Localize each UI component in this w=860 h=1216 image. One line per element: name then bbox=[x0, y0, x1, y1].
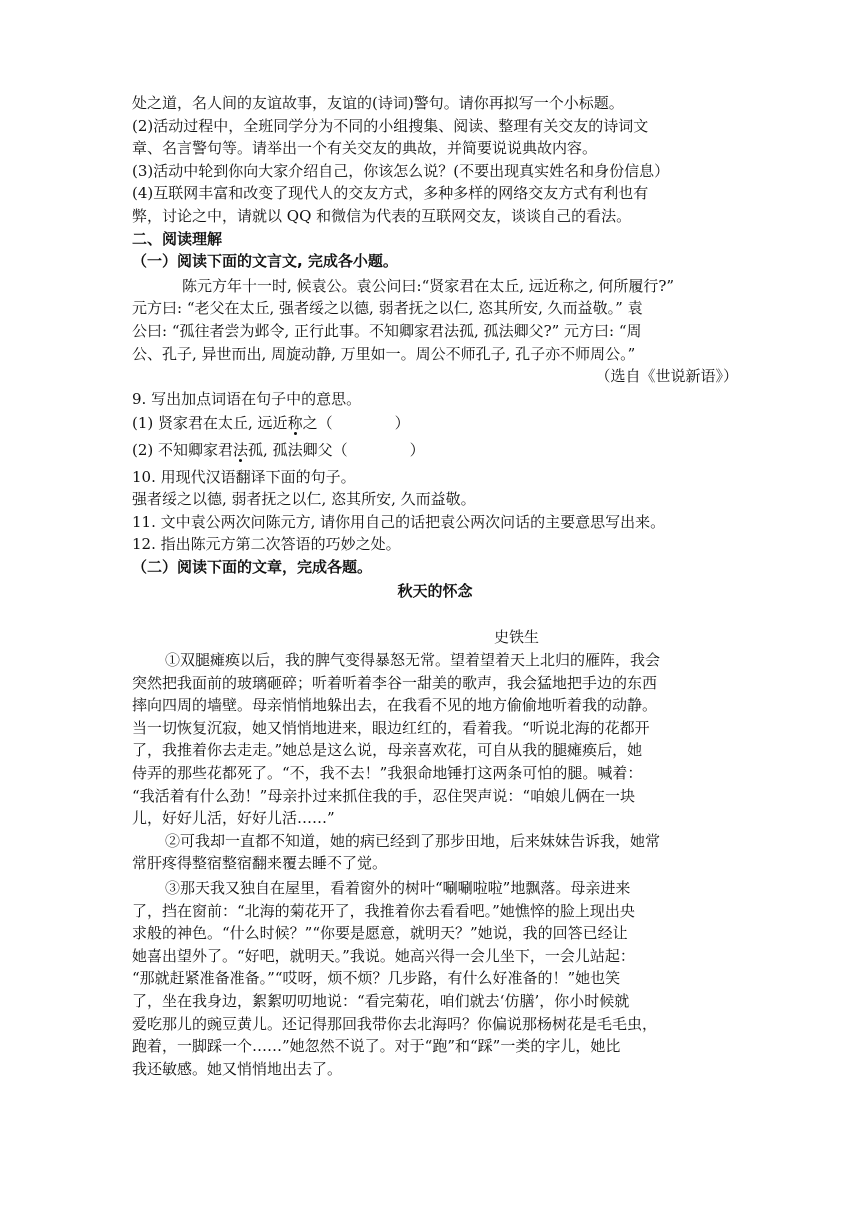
section-heading-reading: 二、阅读理解 bbox=[132, 229, 223, 248]
intro-line: 章、名言警句等。请举出一个有关交友的典故，并简要说说典故内容。 bbox=[132, 139, 598, 158]
paren-open: （ bbox=[317, 414, 333, 433]
paragraph-line: 了，我推着你去走走。”她总是这么说，母亲喜欢花，可自从我的腿瘫痪后，她 bbox=[132, 741, 643, 760]
q9-2-text: (2) 不知卿家君 bbox=[132, 440, 234, 459]
dotted-word: 称 bbox=[287, 414, 303, 433]
document-page bbox=[132, 92, 738, 1080]
classical-text bbox=[132, 275, 738, 388]
paragraph-line: “我活着有什么劲！”母亲扑过来抓住我的手，忍住哭声说：“咱娘儿俩在一块 bbox=[132, 786, 636, 805]
intro-line: (4)互联网丰富和改变了现代人的交友方式，多种多样的网络交友方式有利也有 bbox=[132, 184, 649, 203]
part2-heading: （二）阅读下面的文章，完成各题。 bbox=[132, 557, 373, 576]
paren-close: ） bbox=[394, 414, 410, 433]
paragraph-line: 跑着，一脚踩一个……”她忽然不说了。对于“跑”和“踩”一类的字儿，她比 bbox=[132, 1037, 621, 1056]
question-10: 10. 用现代汉语翻译下面的句子。 bbox=[132, 467, 356, 486]
question-10-sentence: 强者绥之以德, 弱者抚之以仁, 恣其所安, 久而益敬。 bbox=[132, 490, 476, 509]
paragraph-line: 我还敏感。她又悄悄地出去了。 bbox=[132, 1059, 343, 1078]
intro-line: (2)活动过程中，全班同学分为不同的小组搜集、阅读、整理有关交友的诗词文 bbox=[132, 116, 649, 135]
intro-line: 处之道，名人间的友谊故事，友谊的(诗词)警句。请你再拟写一个小标题。 bbox=[132, 94, 624, 112]
paragraph-line: 了，坐在我身边，絮絮叨叨地说：“看完菊花，咱们就去‘仿膳’，你小时候就 bbox=[132, 991, 630, 1010]
question-9-2 bbox=[132, 439, 738, 462]
classical-line: 陈元方年十一时, 候袁公。袁公问曰:“贤家君在太丘, 远近称之, 何所履行?” bbox=[182, 276, 675, 295]
paragraph-1 bbox=[132, 649, 738, 830]
paragraph-2 bbox=[132, 830, 738, 875]
paragraph-line: 摔向四周的墙壁。母亲悄悄地躲出去，在我看不见的地方偷偷地听着我的动静。 bbox=[132, 696, 658, 715]
source-note: （选自《世说新语》） bbox=[595, 367, 738, 386]
question-9: 9. 写出加点词语在句子中的意思。 bbox=[132, 389, 362, 408]
paragraph-line: 突然把我面前的玻璃砸碎；听着听着李谷一甜美的歌声，我会猛地把手边的东西 bbox=[132, 673, 658, 692]
paragraph-line: ①双腿瘫痪以后，我的脾气变得暴怒无常。望着望着天上北归的雁阵，我会 bbox=[165, 651, 661, 670]
intro-line: (3)活动中轮到你向大家介绍自己，你该怎么说？(不要出现真实姓名和身份信息） bbox=[132, 161, 670, 180]
paragraph-line: ②可我却一直都不知道，她的病已经到了那步田地，后来妹妹告诉我，她常 bbox=[165, 831, 661, 850]
classical-line: 元方曰: “老父在太丘, 强者绥之以德, 弱者抚之以仁, 恣其所安, 久而益敬。” 袁 bbox=[132, 299, 643, 318]
paren-open: （ bbox=[332, 440, 348, 459]
article-title: 秋天的怀念 bbox=[397, 582, 473, 601]
q9-1-text-post: 之 bbox=[302, 414, 318, 433]
paragraph-line: ③那天我又独自在屋里，看着窗外的树叶“唰唰啦啦”地飘落。母亲进来 bbox=[165, 879, 631, 897]
intro-questions bbox=[132, 92, 738, 228]
q9-2-text-post: 孤, 孤法卿父 bbox=[248, 440, 333, 459]
classical-line: 公曰: “孤往者尝为邺令, 正行此事。不知卿家君法孤, 孤法卿父?” 元方曰: “周 bbox=[132, 321, 642, 340]
paragraph-line: “那就赶紧准备准备。”“哎呀，烦不烦？几步路，有什么好准备的！”她也笑 bbox=[132, 969, 621, 988]
paragraph-line: 常肝疼得整宿整宿翻来覆去睡不了觉。 bbox=[132, 854, 388, 873]
paragraph-line: 她喜出望外了。“好吧，就明天。”我说。她高兴得一会儿坐下，一会儿站起： bbox=[132, 946, 635, 965]
paragraph-line: 了，挡在窗前：“北海的菊花开了，我推着你去看看吧。”她憔悴的脸上现出央 bbox=[132, 901, 635, 920]
article-body bbox=[132, 649, 738, 1080]
part1-heading: （一）阅读下面的文言文, 完成各小题。 bbox=[132, 252, 398, 271]
classical-line: 公、孔子, 异世而出, 周旋动静, 万里如一。周公不师孔子, 孔子亦不师周公。” bbox=[132, 344, 636, 363]
question-12: 12. 指出陈元方第二次答语的巧妙之处。 bbox=[132, 535, 401, 554]
paragraph-line: 求般的神色。“什么时候？”“你要是愿意，就明天？”她说，我的回答已经让 bbox=[132, 924, 628, 943]
intro-line: 弊，讨论之中，请就以 QQ 和微信为代表的互联网交友，谈谈自己的看法。 bbox=[132, 206, 632, 225]
question-9-1 bbox=[132, 412, 738, 435]
paragraph-line: 爱吃那儿的豌豆黄儿。还记得那回我带你去北海吗？你偏说那杨树花是毛毛虫， bbox=[132, 1014, 658, 1033]
paragraph-line: 当一切恢复沉寂，她又悄悄地进来，眼边红红的，看着我。“听说北海的花都开 bbox=[132, 718, 650, 737]
question-11: 11. 文中袁公两次问陈元方, 请你用自己的话把袁公两次问话的主要意思写出来。 bbox=[132, 512, 666, 531]
paragraph-line: 儿，好好儿活，好好儿活……” bbox=[132, 809, 335, 828]
q9-1-text: (1) 贤家君在太丘, 远近 bbox=[132, 414, 288, 433]
paragraph-3 bbox=[132, 877, 738, 1080]
article-author: 史铁生 bbox=[494, 628, 540, 647]
paren-close: ） bbox=[409, 440, 425, 459]
dotted-word: 法 bbox=[233, 440, 249, 459]
paragraph-line: 侍弄的那些花都死了。“不，我不去！”我狠命地锤打这两条可怕的腿。喊着： bbox=[132, 764, 643, 783]
